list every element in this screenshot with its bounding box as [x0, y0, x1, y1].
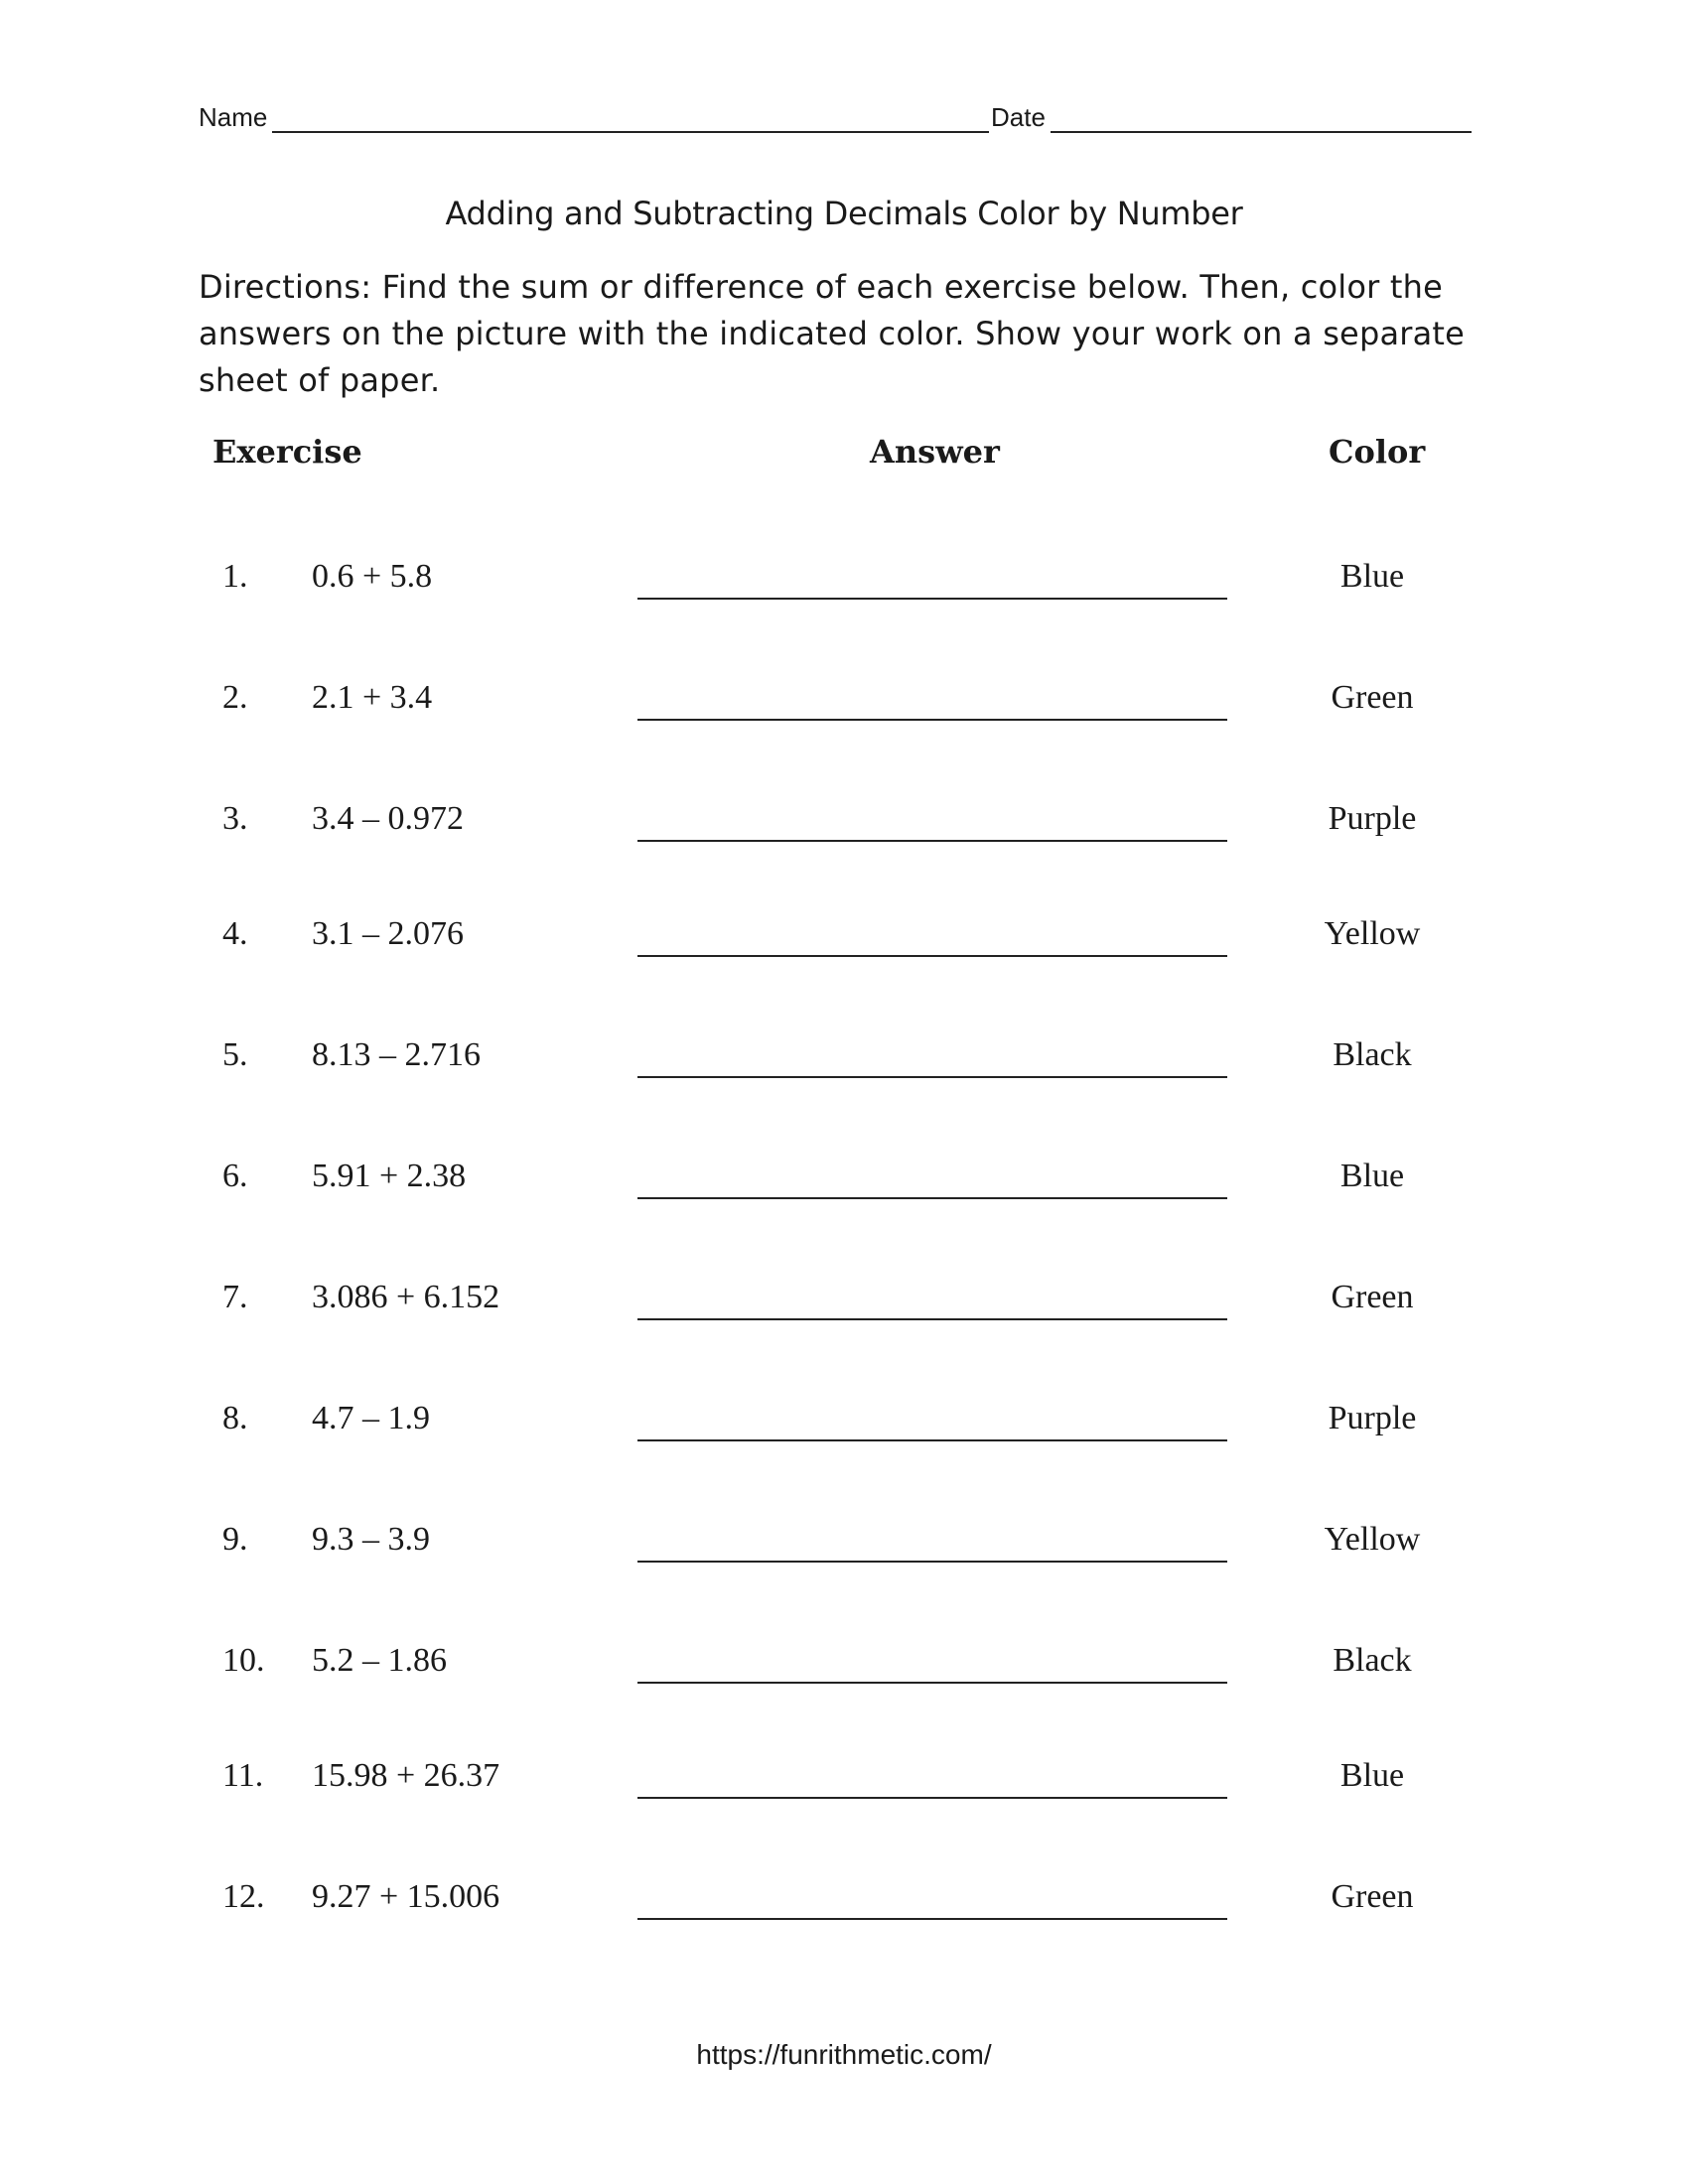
- exercise-number: 12.: [222, 1878, 265, 1915]
- exercise-row: [0, 1521, 1688, 1580]
- answer-blank[interactable]: [637, 1076, 1227, 1078]
- exercise-expression: 3.086 + 6.152: [312, 1279, 500, 1315]
- answer-blank[interactable]: [637, 840, 1227, 842]
- exercise-expression: 4.7 – 1.9: [312, 1400, 430, 1436]
- answer-blank[interactable]: [637, 1197, 1227, 1199]
- answer-column-header: Answer: [870, 433, 1000, 471]
- exercise-expression: 15.98 + 26.37: [312, 1757, 500, 1794]
- exercise-number: 6.: [222, 1158, 248, 1194]
- name-field[interactable]: [272, 131, 989, 133]
- answer-blank[interactable]: [637, 598, 1227, 600]
- exercise-color: Yellow: [1324, 915, 1421, 952]
- answer-blank[interactable]: [637, 955, 1227, 957]
- answer-blank[interactable]: [637, 719, 1227, 721]
- exercise-number: 8.: [222, 1400, 248, 1436]
- exercise-row: [0, 1757, 1688, 1817]
- exercise-row: [0, 1400, 1688, 1459]
- exercise-color: Yellow: [1324, 1521, 1421, 1558]
- exercise-number: 4.: [222, 915, 248, 952]
- answer-blank[interactable]: [637, 1682, 1227, 1684]
- answer-blank[interactable]: [637, 1918, 1227, 1920]
- exercise-expression: 5.91 + 2.38: [312, 1158, 467, 1194]
- exercise-number: 10.: [222, 1642, 265, 1679]
- exercise-color: Black: [1333, 1036, 1412, 1073]
- answer-blank[interactable]: [637, 1797, 1227, 1799]
- exercise-expression: 2.1 + 3.4: [312, 679, 433, 716]
- name-label: Name: [199, 102, 268, 132]
- exercise-expression: 5.2 – 1.86: [312, 1642, 447, 1679]
- exercise-color: Blue: [1339, 1757, 1405, 1794]
- exercise-expression: 3.1 – 2.076: [312, 915, 464, 952]
- answer-blank[interactable]: [637, 1439, 1227, 1441]
- exercise-number: 1.: [222, 558, 248, 595]
- exercise-expression: 9.27 + 15.006: [312, 1878, 500, 1915]
- exercise-row: [0, 558, 1688, 617]
- exercise-column-header: Exercise: [212, 433, 362, 471]
- exercise-color: Green: [1331, 679, 1414, 716]
- exercise-number: 11.: [222, 1757, 264, 1794]
- exercise-color: Purple: [1328, 800, 1417, 837]
- color-column-header: Color: [1329, 433, 1426, 471]
- date-label: Date: [991, 102, 1046, 132]
- name-date-header: [199, 99, 1489, 139]
- exercise-expression: 3.4 – 0.972: [312, 800, 464, 837]
- footer-url: https://funrithmetic.com/: [696, 2039, 992, 2070]
- exercise-color: Green: [1331, 1878, 1414, 1915]
- exercise-expression: 0.6 + 5.8: [312, 558, 433, 595]
- exercise-expression: 8.13 – 2.716: [312, 1036, 481, 1073]
- exercise-color: Blue: [1339, 558, 1405, 595]
- exercise-row: [0, 1036, 1688, 1096]
- exercise-color: Blue: [1339, 1158, 1405, 1194]
- directions-text: Directions: Find the sum or difference of each exercise below. Then, color the answers on the picture with the indicated color. Show your work on a separate sheet of paper.: [199, 268, 1466, 399]
- exercise-color: Purple: [1328, 1400, 1417, 1436]
- exercise-number: 5.: [222, 1036, 248, 1073]
- worksheet-title: Adding and Subtracting Decimals Color by Number: [445, 195, 1243, 232]
- exercise-number: 2.: [222, 679, 248, 716]
- answer-blank[interactable]: [637, 1318, 1227, 1320]
- exercise-row: [0, 800, 1688, 860]
- exercise-number: 7.: [222, 1279, 248, 1315]
- exercise-color: Black: [1333, 1642, 1412, 1679]
- exercise-expression: 9.3 – 3.9: [312, 1521, 430, 1558]
- exercise-row: [0, 1158, 1688, 1217]
- exercise-row: [0, 1279, 1688, 1338]
- exercise-number: 3.: [222, 800, 248, 837]
- exercise-row: [0, 1642, 1688, 1702]
- exercise-row: [0, 679, 1688, 739]
- exercise-row: [0, 1878, 1688, 1938]
- answer-blank[interactable]: [637, 1561, 1227, 1563]
- exercise-color: Green: [1331, 1279, 1414, 1315]
- exercise-number: 9.: [222, 1521, 248, 1558]
- date-field[interactable]: [1051, 131, 1472, 133]
- exercise-row: [0, 915, 1688, 975]
